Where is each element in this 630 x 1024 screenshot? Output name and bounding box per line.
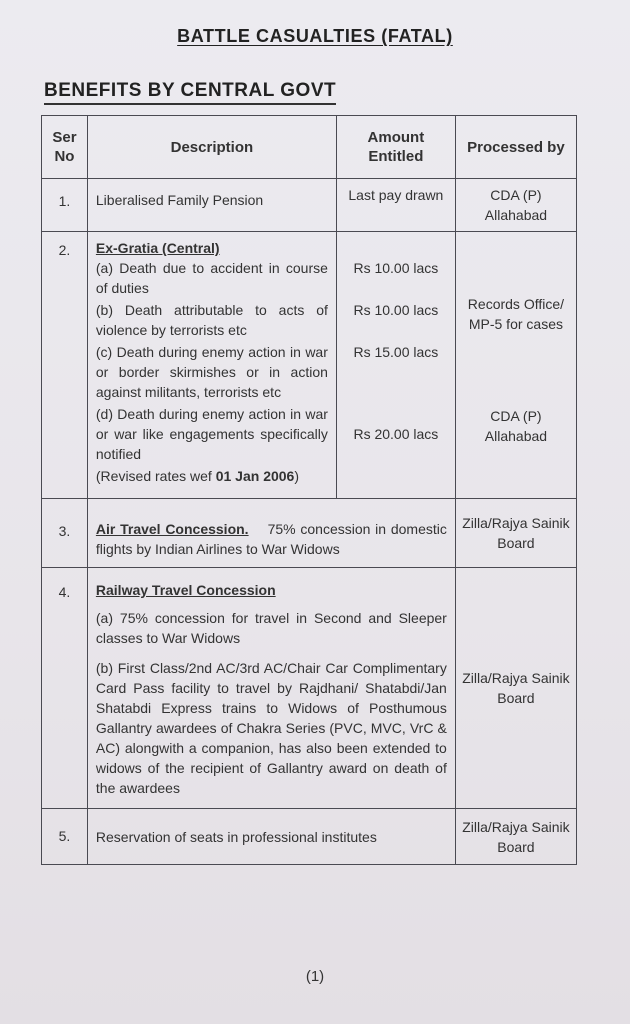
processed-cell: Zilla/Rajya Sainik Board	[455, 809, 576, 865]
list-item: (b) First Class/2nd AC/3rd AC/Chair Car Complimentary Card Pass facility to travel by Rajdhani/ Shatabdi/Jan Shatabdi Express trains to Widows of Posthumous Gallantry awardees of Chakra Series (PVC, MVC, VrC & AC) alongwith a companion, has also been extended to widows of the recipient of Gallantry award on death of the awardees	[95, 660, 447, 796]
table-row	[42, 179, 577, 232]
list-item: (a) Death due to accident in course of duties	[95, 260, 328, 296]
page-number: (1)	[305, 968, 325, 985]
page-title: BATTLE CASUALTIES (FATAL)	[177, 26, 453, 46]
ser-no-cell: 5.	[42, 809, 88, 865]
processed-cell	[455, 232, 576, 499]
header-ser-no: Ser No	[42, 116, 88, 179]
amount-cell: Last pay drawn	[336, 179, 455, 232]
table-row	[42, 809, 577, 865]
amount-cell	[336, 232, 455, 499]
table-row	[42, 232, 577, 499]
row-heading: Railway Travel Concession	[95, 582, 276, 598]
processed-cell: CDA (P) Allahabad	[455, 179, 576, 232]
benefits-table	[41, 115, 577, 865]
section-title: BENEFITS BY CENTRAL GOVT	[44, 80, 336, 105]
processed-cell: Zilla/Rajya Sainik Board	[455, 568, 576, 809]
table-row	[42, 568, 577, 809]
list-item: (a) 75% concession for travel in Second and Sleeper classes to War Widows	[95, 610, 447, 646]
ser-no-cell: 2.	[42, 232, 88, 499]
header-amount-entitled: Amount Entitled	[336, 116, 455, 179]
list-item: (b) Death attributable to acts of violence by terrorists etc	[95, 302, 328, 338]
revised-note-suffix: )	[294, 468, 300, 484]
amount-value: Rs 20.00 lacs	[353, 426, 439, 442]
revised-note	[96, 466, 328, 492]
description-cell	[87, 568, 455, 809]
revised-note-prefix: (Revised rates wef	[95, 468, 216, 484]
processed-cell: Zilla/Rajya Sainik Board	[455, 499, 576, 568]
description-cell	[87, 179, 336, 232]
header-processed-by: Processed by	[455, 116, 576, 179]
description-cell	[87, 499, 455, 568]
description-cell: Reservation of seats in professional institutes	[87, 809, 455, 865]
amount-value: Rs 15.00 lacs	[353, 344, 439, 360]
row-paragraph	[96, 519, 447, 559]
list-item: (c) Death during enemy action in war or border skirmishes or in action against militants, terrorists etc	[95, 344, 328, 400]
table-row	[42, 499, 577, 568]
revised-note-date: 01 Jan 2006	[215, 468, 295, 484]
header-description: Description	[87, 116, 336, 179]
row-text: 75% concession in domestic flights by Indian Airlines to War Widows	[95, 521, 447, 557]
amount-value: Rs 10.00 lacs	[353, 302, 439, 318]
list-item: (d) Death during enemy action in war or war like engagements specifically notified	[95, 406, 328, 462]
description-text: Liberalised Family Pension	[95, 192, 264, 208]
amount-value: Rs 10.00 lacs	[353, 260, 439, 276]
row-heading: Ex-Gratia (Central)	[95, 240, 220, 256]
ser-no-cell: 4.	[42, 568, 88, 809]
ser-no-cell: 3.	[42, 499, 88, 568]
table-header-row	[42, 116, 577, 179]
processed-text: Records Office/ MP-5 for cases	[467, 296, 565, 332]
description-cell	[87, 232, 336, 499]
processed-text: CDA (P) Allahabad	[484, 408, 548, 444]
ser-no-cell: 1.	[42, 179, 88, 232]
row-heading: Air Travel Concession.	[95, 521, 249, 537]
